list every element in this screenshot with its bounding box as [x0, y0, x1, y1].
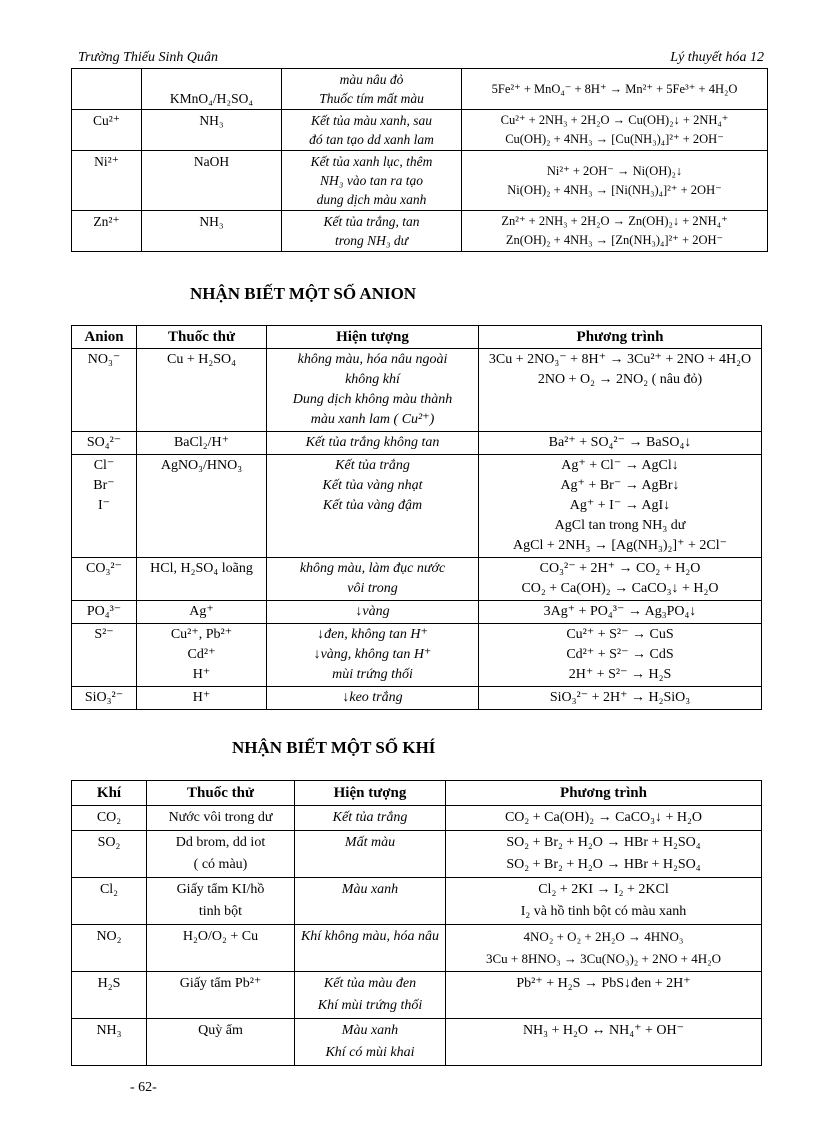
cation-table — [71, 68, 768, 252]
equation-cell — [479, 624, 762, 687]
header-reagent: Thuốc thử — [147, 781, 295, 806]
equation-cell — [446, 1019, 762, 1066]
cell-line: Cd²⁺ + S²⁻ → CdS — [566, 647, 674, 662]
gas-header-row — [72, 781, 762, 806]
cell-line: Khí có mùi khai — [325, 1045, 415, 1060]
school-name: Trường Thiếu Sinh Quân — [78, 50, 218, 65]
cell-line: NO₃⁻ — [87, 352, 121, 367]
phenomenon-cell — [282, 110, 462, 151]
cell-line: HCl, H₂SO₄ loãng — [150, 561, 253, 576]
anion-row — [72, 455, 762, 558]
anion-row — [72, 432, 762, 455]
cell-line: Cd²⁺ — [187, 647, 216, 662]
header-gas: Khí — [72, 781, 147, 806]
reagent-cell — [137, 558, 267, 601]
cation-row — [72, 69, 768, 110]
header-phenomenon: Hiện tượng — [267, 326, 479, 349]
reagent-cell — [137, 624, 267, 687]
cell-line: Ni(OH)₂ + 4NH₃ → [Ni(NH₃)₄]²⁺ + 2OH⁻ — [507, 182, 722, 197]
anion-row — [72, 601, 762, 624]
cell-line: Màu xanh — [341, 882, 399, 897]
cell-line: SiO₃²⁻ — [84, 690, 124, 705]
cell-line: SO₂ + Br₂ + H₂O → HBr + H₂SO₄ — [506, 835, 701, 850]
cell-line: Zn²⁺ + 2NH₃ + 2H₂O → Zn(OH)₂↓ + 2NH₄⁺ — [501, 214, 728, 228]
gas-cell: NO₂ — [72, 925, 147, 972]
cell-line: ↓keo trắng — [342, 690, 403, 705]
reagent-cell — [137, 455, 267, 558]
reagent-cell: NH₃ — [142, 110, 282, 151]
equation-cell — [462, 110, 768, 151]
gas-cell: H₂S — [72, 972, 147, 1019]
equation-cell — [446, 806, 762, 831]
phenomenon-cell — [282, 69, 462, 110]
equation-cell — [446, 972, 762, 1019]
gas-row — [72, 806, 762, 831]
cell-line: S²⁻ — [94, 627, 114, 642]
anion-cell — [72, 455, 137, 558]
anion-cell — [72, 624, 137, 687]
equation-cell — [446, 925, 762, 972]
ion-cell — [72, 69, 142, 110]
equation-cell — [462, 151, 768, 211]
cell-line: không màu, làm đục nước — [299, 561, 446, 576]
phenomenon-cell — [267, 432, 479, 455]
cell-line: Cl⁻ — [93, 458, 115, 473]
cell-line: NH₃ + H₂O ↔ NH₄⁺ + OH⁻ — [522, 1023, 685, 1038]
anion-cell — [72, 558, 137, 601]
anion-row — [72, 687, 762, 710]
cell-line: H⁺ — [192, 690, 211, 705]
cell-line: ↓vàng, không tan H⁺ — [313, 647, 432, 662]
cell-line: Ag⁺ — [189, 604, 214, 619]
reagent-cell: KMnO₄/H₂SO₄ — [142, 69, 282, 110]
cell-line: 3Ag⁺ + PO₄³⁻ → Ag₃PO₄↓ — [543, 604, 697, 619]
cell-line: không màu, hóa nâu ngoài — [297, 352, 448, 367]
phenomenon-cell — [295, 972, 446, 1019]
reagent-cell — [147, 806, 295, 831]
anion-section-title: NHẬN BIẾT MỘT SỐ ANION — [190, 284, 417, 303]
phenomenon-cell — [295, 831, 446, 878]
phenomenon-cell — [295, 925, 446, 972]
cell-line: H⁺ — [192, 667, 211, 682]
cell-line: Kết tủa màu xanh, sau — [310, 113, 433, 128]
gas-row — [72, 1019, 762, 1066]
phenomenon-cell — [282, 151, 462, 211]
phenomenon-cell — [267, 455, 479, 558]
cell-line: Nước vôi trong dư — [168, 810, 273, 825]
reagent-cell — [137, 432, 267, 455]
cell-line: Giấy tẩm KI/hồ — [176, 882, 265, 897]
ion-cell: Zn²⁺ — [72, 211, 142, 252]
equation-cell — [462, 211, 768, 252]
anion-header-row — [72, 326, 762, 349]
reagent-cell — [137, 349, 267, 432]
gas-table — [71, 780, 762, 1066]
cell-line: Khí không màu, hóa nâu — [300, 929, 440, 944]
anion-cell — [72, 601, 137, 624]
anion-row — [72, 558, 762, 601]
reagent-cell — [137, 687, 267, 710]
gas-cell: SO₂ — [72, 831, 147, 878]
cell-line: Ag⁺ + Cl⁻ → AgCl↓ — [561, 458, 679, 473]
cell-line: tinh bột — [198, 904, 243, 919]
cell-line: PO₄³⁻ — [86, 604, 122, 619]
cell-line: 2NO + O₂ → 2NO₂ ( nâu đỏ) — [537, 372, 703, 387]
reagent-cell — [137, 601, 267, 624]
anion-cell — [72, 349, 137, 432]
reagent-cell: NaOH — [142, 151, 282, 211]
equation-cell — [446, 831, 762, 878]
cell-line: CO₃²⁻ — [86, 561, 122, 576]
header-equation: Phương trình — [479, 326, 762, 349]
cell-line: 2H⁺ + S²⁻ → H₂S — [568, 667, 672, 682]
cell-line: Cu²⁺, Pb²⁺ — [170, 627, 233, 642]
cell-line: Cu²⁺ + 2NH₃ + 2H₂O → Cu(OH)₂↓ + 2NH₄⁺ — [500, 113, 729, 127]
cell-line: 5Fe²⁺ + MnO₄⁻ + 8H⁺ → Mn²⁺ + 5Fe³⁺ + 4H₂O — [491, 81, 738, 96]
cell-line: NH₃ vào tan ra tạo — [320, 173, 423, 188]
cell-line: 3Cu + 2NO₃⁻ + 8H⁺ → 3Cu²⁺ + 2NO + 4H₂O — [488, 352, 752, 367]
cell-line: Dung dịch không màu thành — [292, 392, 453, 407]
document-title: Lý thuyết hóa 12 — [670, 50, 764, 65]
gas-cell: CO₂ — [72, 806, 147, 831]
reagent-cell — [147, 925, 295, 972]
cell-line: đó tan tạo dd xanh lam — [309, 132, 434, 147]
gas-row — [72, 972, 762, 1019]
anion-table — [71, 325, 762, 710]
gas-row — [72, 925, 762, 972]
gas-cell: NH₃ — [72, 1019, 147, 1066]
page-number: - 62- — [130, 1080, 157, 1095]
reagent-cell — [147, 878, 295, 925]
header-phenomenon: Hiện tượng — [295, 781, 446, 806]
equation-cell — [479, 349, 762, 432]
cell-line: Cl₂ + 2KI → I₂ + 2KCl — [538, 882, 669, 897]
cell-line: Kết tủa trắng — [335, 458, 410, 473]
cell-line: AgCl + 2NH₃ → [Ag(NH₃)₂]⁺ + 2Cl⁻ — [513, 538, 727, 553]
cell-line: SO₄²⁻ — [86, 435, 122, 450]
cell-line: Cu(OH)₂ + 4NH₃ → [Cu(NH₃)₄]²⁺ + 2OH⁻ — [505, 132, 724, 146]
cell-line: vôi trong — [347, 581, 398, 596]
equation-cell — [479, 601, 762, 624]
cell-line: màu xanh lam ( Cu²⁺) — [310, 412, 435, 427]
cell-line: AgNO₃/HNO₃ — [160, 458, 243, 473]
cell-line: Giấy tẩm Pb²⁺ — [179, 976, 262, 991]
cell-line: CO₂ + Ca(OH)₂ → CaCO₃↓ + H₂O — [504, 810, 703, 825]
reagent-cell — [147, 1019, 295, 1066]
cell-line: Cu²⁺ + S²⁻ → CuS — [566, 627, 674, 642]
cell-line: 3Cu + 8HNO₃ → 3Cu(NO₃)₂ + 2NO + 4H₂O — [485, 951, 722, 966]
equation-cell — [446, 878, 762, 925]
cell-line: Ag⁺ + I⁻ → AgI↓ — [569, 498, 671, 513]
reagent-cell: NH₃ — [142, 211, 282, 252]
header-anion: Anion — [72, 326, 137, 349]
cell-line: Kết tủa màu đen — [323, 976, 417, 991]
phenomenon-cell — [295, 878, 446, 925]
gas-row — [72, 831, 762, 878]
equation-cell — [479, 558, 762, 601]
cell-line: SiO₃²⁻ + 2H⁺ → H₂SiO₃ — [549, 690, 691, 705]
anion-cell — [72, 687, 137, 710]
anion-cell — [72, 432, 137, 455]
anion-row — [72, 349, 762, 432]
phenomenon-cell — [295, 1019, 446, 1066]
reagent-cell — [147, 831, 295, 878]
cell-line: ↓đen, không tan H⁺ — [317, 627, 428, 642]
ion-cell: Ni²⁺ — [72, 151, 142, 211]
equation-cell — [479, 432, 762, 455]
phenomenon-cell — [295, 806, 446, 831]
cell-line: Ba²⁺ + SO₄²⁻ → BaSO₄↓ — [548, 435, 692, 450]
cell-line: ↓vàng — [355, 604, 390, 619]
cell-line: Kết tủa vàng đậm — [322, 498, 423, 513]
gas-cell: Cl₂ — [72, 878, 147, 925]
phenomenon-cell — [267, 601, 479, 624]
gas-section-title: NHẬN BIẾT MỘT SỐ KHÍ — [232, 738, 436, 757]
cell-line: màu nâu đỏ — [339, 72, 404, 87]
phenomenon-cell — [282, 211, 462, 252]
header-equation: Phương trình — [446, 781, 762, 806]
cell-line: trong NH₃ dư — [334, 233, 409, 248]
ion-cell: Cu²⁺ — [72, 110, 142, 151]
cell-line: Dd brom, dd iot — [175, 835, 266, 850]
cell-line: Pb²⁺ + H₂S → PbS↓đen + 2H⁺ — [516, 976, 691, 991]
cell-line: BaCl₂/H⁺ — [173, 435, 230, 450]
cell-line: SO₂ + Br₂ + H₂O → HBr + H₂SO₄ — [506, 857, 701, 872]
cell-line: Ag⁺ + Br⁻ → AgBr↓ — [560, 478, 680, 493]
cell-line: I₂ và hồ tinh bột có màu xanh — [520, 904, 687, 919]
cell-line: mùi trứng thối — [332, 667, 413, 682]
phenomenon-cell — [267, 687, 479, 710]
equation-cell — [479, 687, 762, 710]
cell-line: CO₂ + Ca(OH)₂ → CaCO₃↓ + H₂O — [521, 581, 719, 596]
cell-line: Ni²⁺ + 2OH⁻ → Ni(OH)₂↓ — [546, 163, 683, 178]
cation-row — [72, 211, 768, 252]
cell-line: dung dịch màu xanh — [316, 192, 427, 207]
cell-line: Mất màu — [344, 835, 396, 850]
cell-line: I⁻ — [97, 498, 111, 513]
page-header — [78, 50, 764, 68]
cell-line: AgCl tan trong NH₃ dư — [554, 518, 686, 533]
anion-row — [72, 624, 762, 687]
cell-line: không khí — [345, 372, 400, 387]
cell-line: Thuốc tím mất màu — [319, 91, 424, 106]
equation-cell — [462, 69, 768, 110]
cell-line: Khí mùi trứng thối — [317, 998, 423, 1013]
cell-line: Kết tủa vàng nhạt — [322, 478, 423, 493]
cell-line: H₂O/O₂ + Cu — [182, 929, 259, 944]
cell-line: CO₃²⁻ + 2H⁺ → CO₂ + H₂O — [539, 561, 701, 576]
cell-line: Kết tủa trắng — [332, 810, 408, 825]
cell-line: Kết tủa trắng, tan — [323, 214, 420, 229]
phenomenon-cell — [267, 349, 479, 432]
cell-line: Kết tủa trắng không tan — [305, 435, 440, 450]
cell-line: Br⁻ — [93, 478, 115, 493]
cation-row — [72, 151, 768, 211]
header-reagent: Thuốc thử — [137, 326, 267, 349]
cell-line: Quỳ ẩm — [198, 1023, 243, 1038]
cell-line: Cu + H₂SO₄ — [166, 352, 236, 367]
cell-line: Màu xanh — [341, 1023, 399, 1038]
equation-cell — [479, 455, 762, 558]
cation-row — [72, 110, 768, 151]
gas-row — [72, 878, 762, 925]
cell-line: ( có màu) — [193, 857, 248, 872]
cell-line: Kết tủa xanh lục, thêm — [310, 154, 433, 169]
reagent-cell — [147, 972, 295, 1019]
phenomenon-cell — [267, 558, 479, 601]
phenomenon-cell — [267, 624, 479, 687]
cell-line: Zn(OH)₂ + 4NH₃ → [Zn(NH₃)₄]²⁺ + 2OH⁻ — [505, 233, 724, 247]
cell-line: 4NO₂ + O₂ + 2H₂O → 4HNO₃ — [523, 929, 684, 944]
